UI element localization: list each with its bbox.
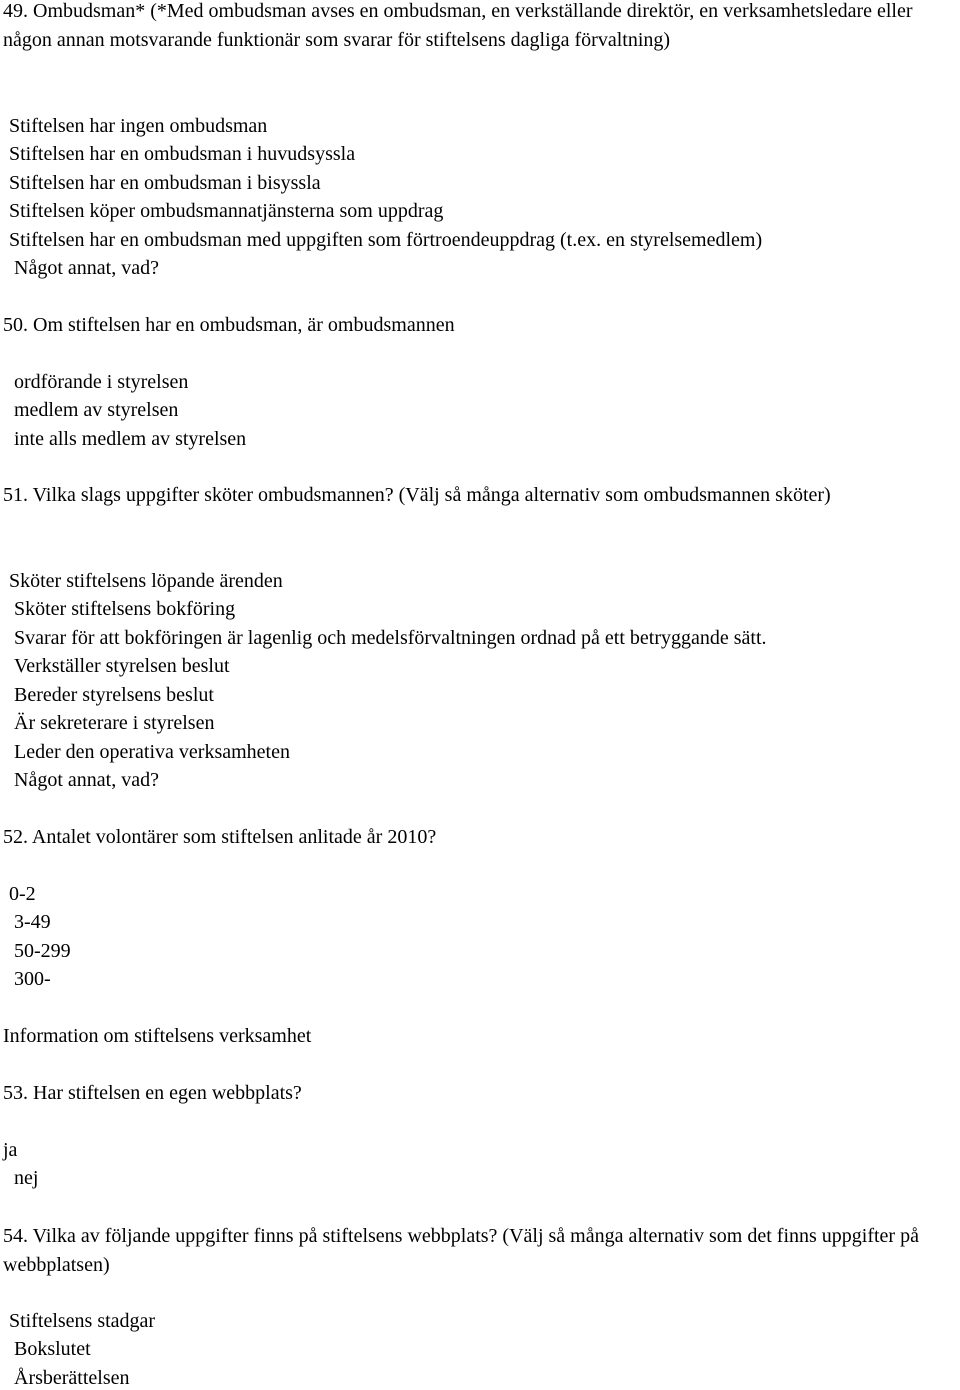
q49-option-other[interactable]: Något annat, vad? bbox=[14, 257, 159, 279]
question-54: 54. Vilka av följande uppgifter finns på stiftelsens webbplats? (Välj så många alternativ som det finns uppgifter på webbplatsen) bbox=[3, 1225, 919, 1276]
question-50: 50. Om stiftelsen har en ombudsman, är ombudsmannen bbox=[3, 314, 455, 336]
q51-option-other[interactable]: Något annat, vad? bbox=[14, 769, 159, 791]
q51-option-current-matters[interactable]: Sköter stiftelsens löpande ärenden bbox=[9, 570, 283, 592]
q54-option-financial-statements[interactable]: Bokslutet bbox=[14, 1338, 91, 1360]
q54-option-statutes[interactable]: Stiftelsens stadgar bbox=[9, 1310, 156, 1332]
q51-option-bookkeeping[interactable]: Sköter stiftelsens bokföring bbox=[14, 598, 236, 620]
q49-option-trust-assignment[interactable]: Stiftelsen har en ombudsman med uppgiften som förtroendeuppdrag (t.ex. en styrelsemedlem) bbox=[9, 229, 763, 251]
q53-option-yes[interactable]: ja bbox=[3, 1139, 18, 1161]
question-52: 52. Antalet volontärer som stiftelsen anlitade år 2010? bbox=[3, 826, 437, 848]
q53-option-no[interactable]: nej bbox=[14, 1167, 39, 1189]
q51-option-prepares-decisions[interactable]: Bereder styrelsens beslut bbox=[14, 684, 214, 706]
q49-option-main-occupation[interactable]: Stiftelsen har en ombudsman i huvudsyssla bbox=[9, 143, 356, 165]
section-heading: Information om stiftelsens verksamhet bbox=[3, 1025, 312, 1047]
q51-option-leads-operations[interactable]: Leder den operativa verksamheten bbox=[14, 741, 290, 763]
q52-option-300[interactable]: 300- bbox=[14, 968, 51, 990]
q52-option-0-2[interactable]: 0-2 bbox=[9, 883, 36, 905]
q52-option-50-299[interactable]: 50-299 bbox=[14, 940, 71, 962]
q51-option-executes-decisions[interactable]: Verkställer styrelsen beslut bbox=[14, 655, 230, 677]
q50-option-not-member[interactable]: inte alls medlem av styrelsen bbox=[14, 428, 247, 450]
q50-option-board-member[interactable]: medlem av styrelsen bbox=[14, 399, 179, 421]
q51-option-secretary[interactable]: Är sekreterare i styrelsen bbox=[14, 712, 215, 734]
question-49: 49. Ombudsman* (*Med ombudsman avses en ombudsman, en verkställande direktör, en verksamhetsledare eller någon annan motsvarande funktionär som svarar för stiftelsens dagliga förvaltning) bbox=[3, 0, 913, 51]
question-53: 53. Har stiftelsen en egen webbplats? bbox=[3, 1082, 302, 1104]
q54-option-annual-report[interactable]: Årsberättelsen bbox=[14, 1367, 130, 1389]
q50-option-chairman[interactable]: ordförande i styrelsen bbox=[14, 371, 189, 393]
q49-option-side-occupation[interactable]: Stiftelsen har en ombudsman i bisyssla bbox=[9, 172, 321, 194]
question-51: 51. Vilka slags uppgifter sköter ombudsmannen? (Välj så många alternativ som ombudsmannen sköter) bbox=[3, 484, 831, 506]
q49-option-purchased-service[interactable]: Stiftelsen köper ombudsmannatjänsterna som uppdrag bbox=[9, 200, 444, 222]
q51-option-lawful-accounting[interactable]: Svarar för att bokföringen är lagenlig och medelsförvaltningen ordnad på ett betryggande sätt. bbox=[14, 627, 767, 649]
q49-option-no-ombudsman[interactable]: Stiftelsen har ingen ombudsman bbox=[9, 115, 268, 137]
q52-option-3-49[interactable]: 3-49 bbox=[14, 911, 51, 933]
